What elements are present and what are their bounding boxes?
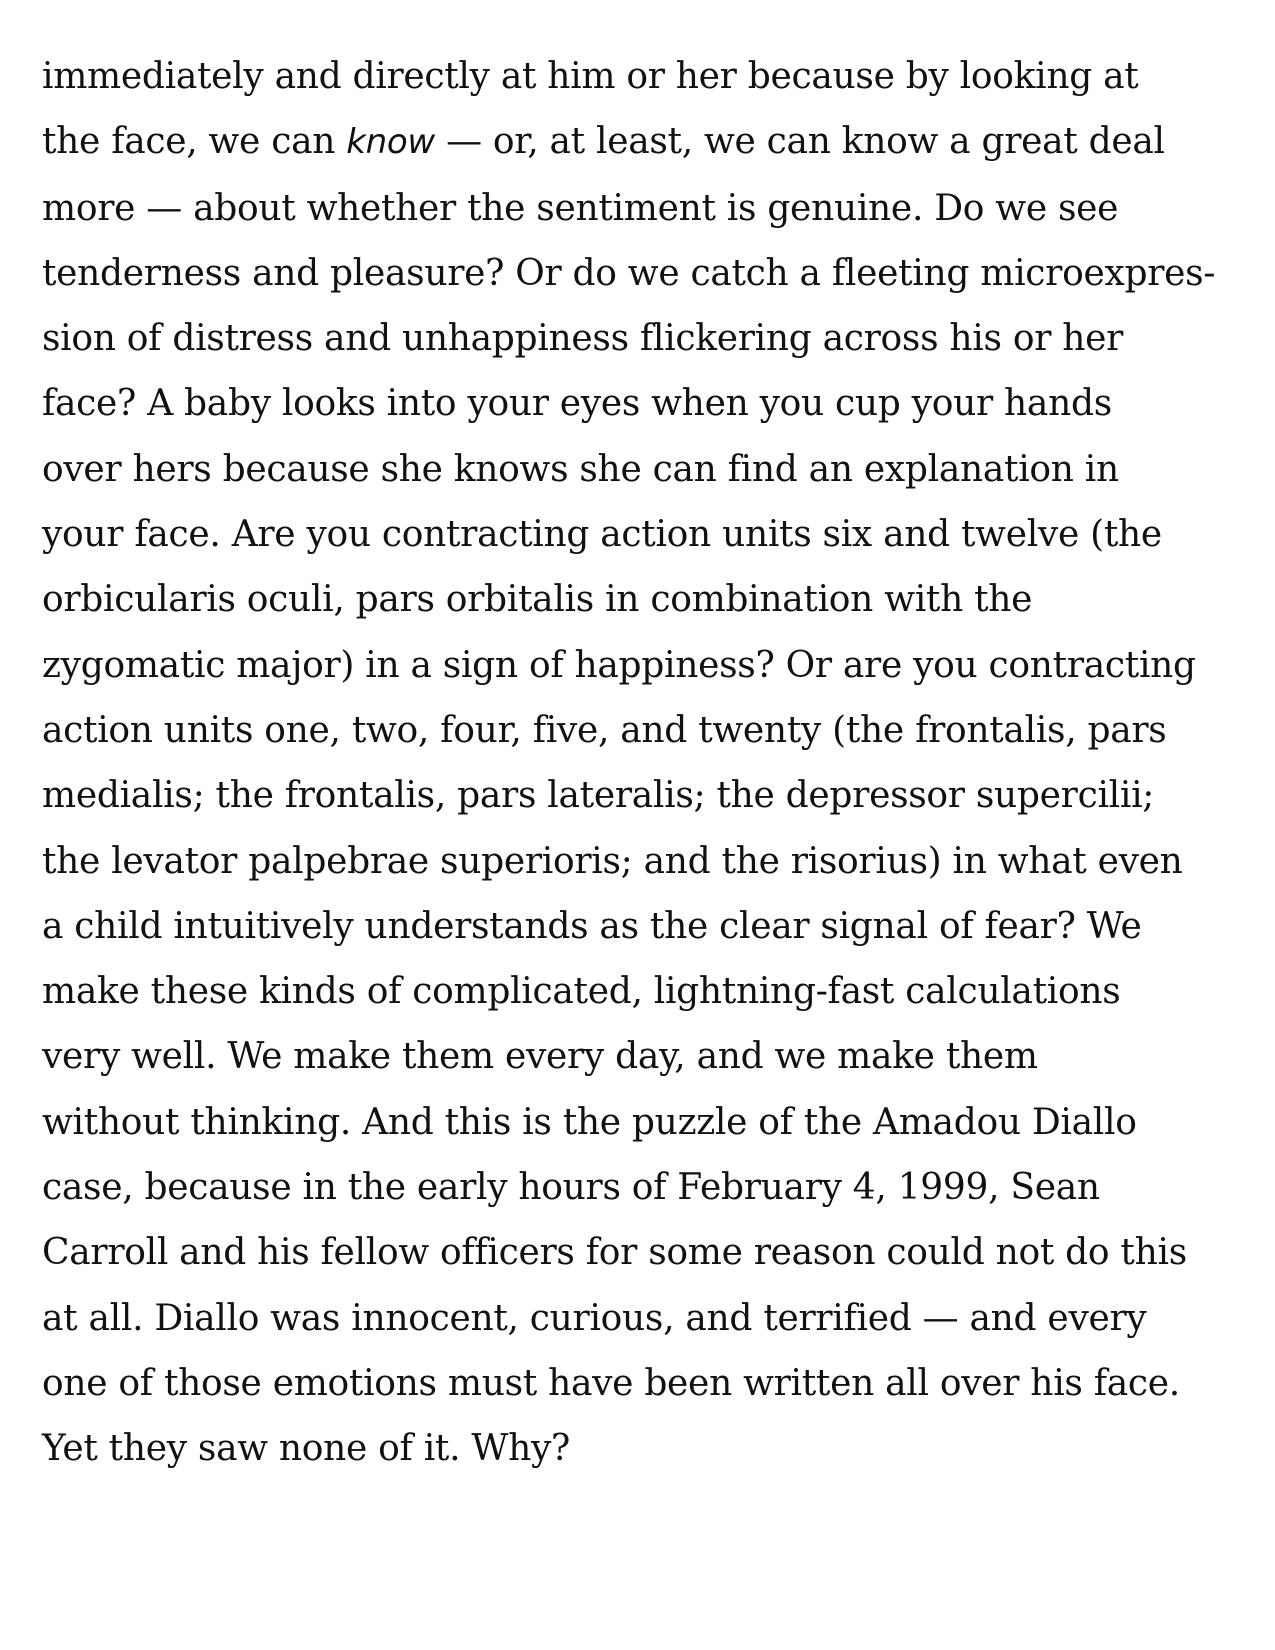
text-line: one of those emotions must have been written all over his face. [42, 1362, 1180, 1404]
body-paragraph [42, 44, 1242, 1482]
text-line: sion of distress and unhappiness flickering across his or her [42, 318, 1124, 360]
emphasis-know: know [346, 122, 435, 163]
text-line: Carroll and his fellow officers for some reason could not do this [42, 1232, 1187, 1274]
text-line: a child intuitively understands as the clear signal of fear? We [42, 905, 1142, 947]
text-run: the face, we can [42, 121, 347, 163]
text-line: orbicularis oculi, pars orbitalis in combination with the [42, 579, 1033, 621]
text-line: your face. Are you contracting action units six and twelve (the [42, 514, 1162, 556]
text-line: medialis; the frontalis, pars lateralis; the depressor supercilii; [42, 775, 1155, 817]
text-line: more — about whether the sentiment is genuine. Do we see [42, 187, 1119, 229]
text-line: face? A baby looks into your eyes when you cup your hands [42, 383, 1112, 425]
text-line: over hers because she knows she can find an explanation in [42, 448, 1119, 490]
text-line: the levator palpebrae superioris; and the risorius) in what even [42, 840, 1183, 882]
text-line: case, because in the early hours of February 4, 1999, Sean [42, 1167, 1100, 1209]
text-line: make these kinds of complicated, lightning-fast calculations [42, 971, 1121, 1013]
text-line [42, 109, 1242, 175]
text-line: without thinking. And this is the puzzle of the Amadou Diallo [42, 1101, 1137, 1143]
text-run: — or, at least, we can know a great deal [434, 121, 1165, 163]
text-line: action units one, two, four, five, and twenty (the frontalis, pars [42, 709, 1167, 751]
text-line: zygomatic major) in a sign of happiness? Or are you contracting [42, 644, 1196, 686]
text-line: immediately and directly at him or her because by looking at [42, 56, 1139, 97]
text-line: Yet they saw none of it. Why? [42, 1428, 571, 1470]
text-line: very well. We make them every day, and we make them [42, 1036, 1038, 1078]
text-line: at all. Diallo was innocent, curious, and terrified — and every [42, 1297, 1147, 1339]
text-line: tenderness and pleasure? Or do we catch a fleeting microexpres- [42, 252, 1216, 294]
